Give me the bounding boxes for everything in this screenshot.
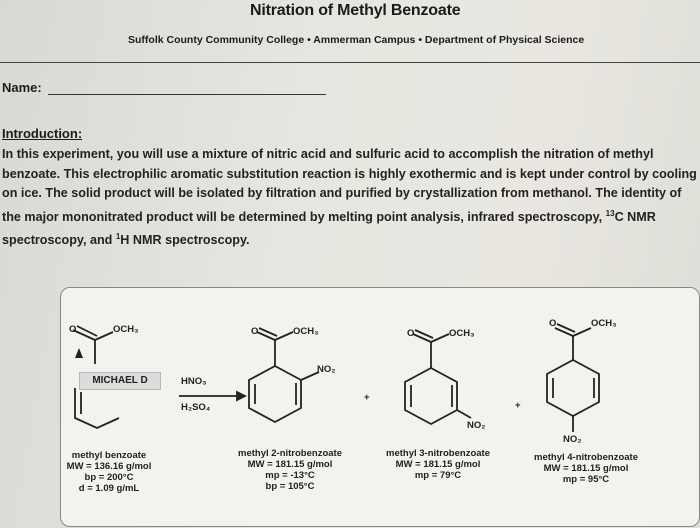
carbonyl-oxygen-label: O	[251, 326, 259, 337]
h-nmr-text: H NMR spectroscopy.	[120, 233, 250, 248]
compound-mw: MW = 181.15 g/mol	[395, 459, 481, 470]
compound-mw: MW = 181.15 g/mol	[247, 459, 333, 470]
name-tag: MICHAEL D	[79, 372, 161, 390]
compound-property: mp = 95°C	[562, 474, 610, 485]
compound-property: mp = 79°C	[414, 470, 462, 481]
compound-property: mp = -13°C	[265, 470, 315, 481]
intro-line: benzoate. This electrophilic aromatic substitution reaction is highly exothermic and is kept under control by cooling	[2, 166, 697, 181]
introduction-heading: Introduction:	[2, 126, 83, 141]
nitro-group-label: NO₂	[563, 434, 582, 445]
carbonyl-oxygen-label: O	[69, 324, 77, 335]
nitro-group-label: NO₂	[467, 420, 486, 431]
reagent-sulfuric-acid: H₂SO₄	[181, 402, 211, 413]
intro-line-text: spectroscopy, and	[2, 233, 113, 248]
compound-property: bp = 105°C	[265, 481, 315, 492]
carbonyl-oxygen-label: O	[549, 318, 557, 329]
header-divider	[0, 62, 700, 63]
compound-name: methyl 4-nitrobenzoate	[534, 452, 638, 463]
carbonyl-oxygen-label: O	[407, 328, 415, 339]
compound-info-methyl-benzoate	[57, 450, 161, 494]
compound-name: methyl 3-nitrobenzoate	[386, 448, 490, 459]
compound-info-methyl-2-nitrobenzoate	[229, 448, 351, 492]
compound-name: methyl benzoate	[71, 450, 147, 461]
compound-mw: MW = 181.15 g/mol	[543, 463, 629, 474]
compound-property: d = 1.09 g/mL	[78, 483, 140, 494]
h1-superscript: 1	[115, 232, 121, 242]
compound-mw: MW = 136.16 g/mol	[66, 461, 152, 472]
reaction-arrow	[179, 392, 245, 400]
compound-name: methyl 2-nitrobenzoate	[238, 448, 342, 459]
c13-superscript: 13	[605, 208, 615, 218]
ester-group-label: OCH₃	[113, 324, 139, 335]
institution-subtitle: Suffolk County Community College • Ammerman Campus • Department of Physical Science	[128, 34, 585, 46]
compound-info-methyl-3-nitrobenzoate	[377, 448, 499, 481]
page-title: Nitration of Methyl Benzoate	[250, 2, 461, 19]
intro-line: on ice. The solid product will be isolated by filtration and purified by crystallization from methanol. The identity of	[2, 186, 682, 200]
nitro-group-label: NO₂	[317, 364, 336, 375]
reagent-nitric-acid: HNO₃	[181, 376, 207, 387]
name-label: Name:	[2, 80, 42, 95]
intro-line	[2, 204, 696, 228]
ester-group-label: OCH₃	[293, 326, 319, 337]
methyl-2-nitrobenzoate-structure	[249, 328, 319, 422]
compound-property: bp = 200°C	[84, 472, 134, 483]
plus-sign: +	[515, 400, 521, 411]
intro-line: In this experiment, you will use a mixture of nitric acid and sulfuric acid to accomplish the nitration of methyl	[2, 147, 654, 161]
reaction-scheme	[60, 287, 700, 527]
introduction-paragraph	[2, 145, 696, 251]
intro-line-text: the major mononitrated product will be determined by melting point analysis, infrared spectroscopy,	[2, 209, 603, 224]
ester-group-label: OCH₃	[591, 318, 617, 329]
name-field-line[interactable]	[48, 94, 326, 95]
intro-line	[2, 227, 696, 251]
plus-sign: +	[364, 392, 370, 403]
compound-info-methyl-4-nitrobenzoate	[521, 452, 651, 485]
c-nmr-text: C NMR	[614, 209, 656, 224]
methyl-4-nitrobenzoate-structure	[547, 324, 599, 432]
methyl-3-nitrobenzoate-structure	[405, 330, 471, 424]
ester-group-label: OCH₃	[449, 328, 475, 339]
